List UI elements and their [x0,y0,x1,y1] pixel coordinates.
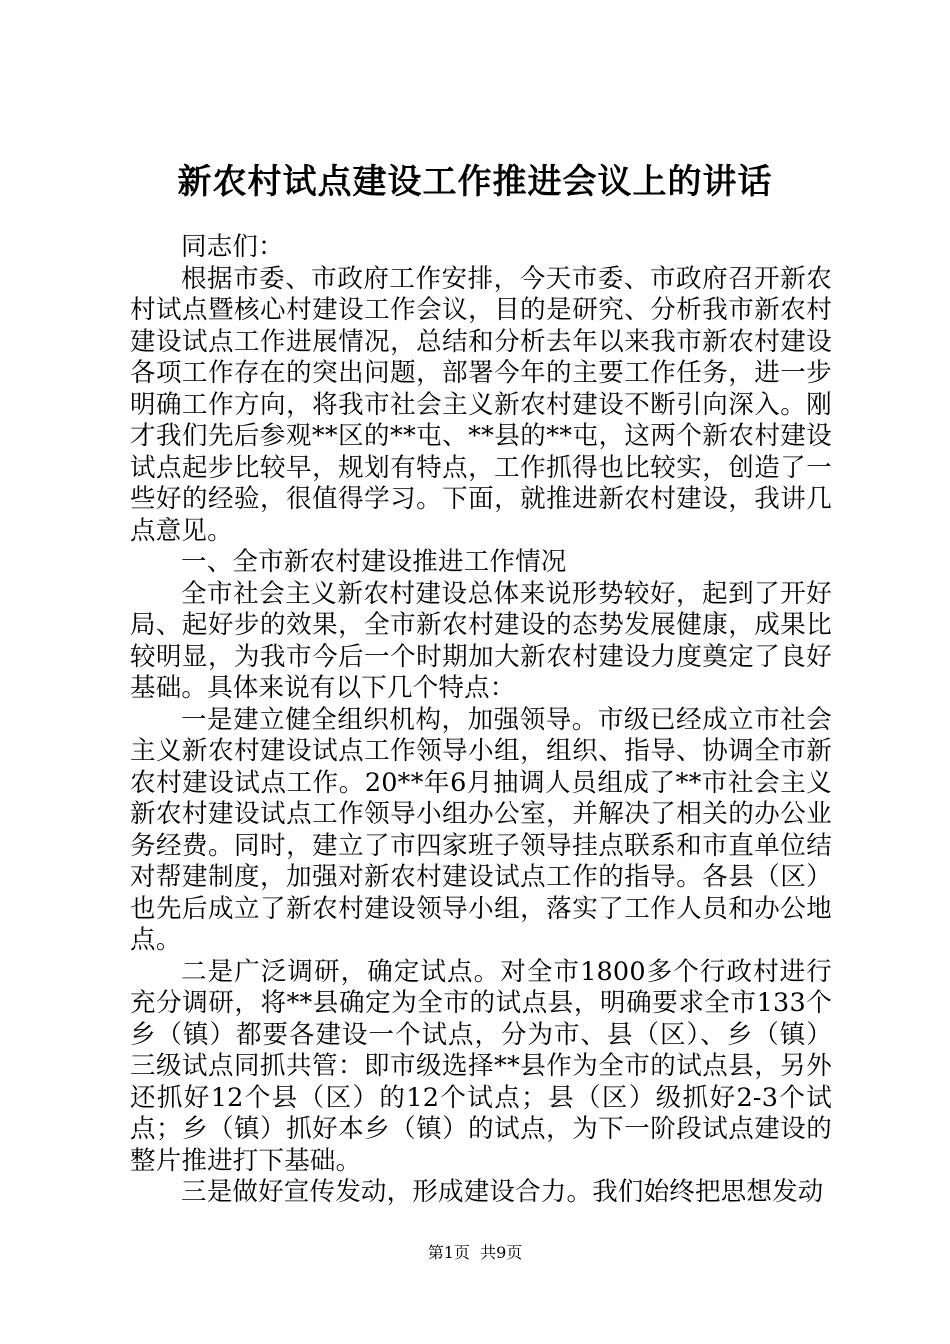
point-three-paragraph: 三是做好宣传发动，形成建设合力。我们始终把思想发动 [181,1177,824,1207]
page-total: 共9页 [480,1243,523,1262]
salutation-paragraph: 同志们： [181,232,284,262]
point-one-paragraph: 一是建立健全组织机构，加强领导。市级已经成立市社会主义新农村建设试点工作领导小组，组织、指导、协调全市新农村建设试点工作。20**年6月抽调人员组成了**市社会主义新农村建设试点工作领导小组办公室，并解决了相关的办公业务经费。同时，建立了市四家班子领导挂点联系和市直单位结对帮建制度，加强对新农村建设试点工作的指导。各县（区）也先后成立了新农村建设领导小组，落实了工作人员和办公地点。 [130,704,832,955]
page-footer [0,1242,950,1264]
section-heading: 一、全市新农村建设推进工作情况 [181,547,567,577]
intro-paragraph: 根据市委、市政府工作安排，今天市委、市政府召开新农村试点暨核心村建设工作会议，目的是研究、分析我市新农村建设试点工作进展情况，总结和分析去年以来我市新农村建设各项工作存在的突出问题，部署今年的主要工作任务，进一步明确工作方向，将我市社会主义新农村建设不断引向深入。刚才我们先后参观**区的**屯、**县的**屯，这两个新农村建设试点起步比较早，规划有特点，工作抓得也比较实，创造了一些好的经验，很值得学习。下面，就推进新农村建设，我讲几点意见。 [130,263,832,546]
footer-spacer [470,1243,480,1262]
page-number: 第1页 [427,1243,470,1262]
document-title: 新农村试点建设工作推进会议上的讲话 [177,162,773,202]
overview-paragraph: 全市社会主义新农村建设总体来说形势较好，起到了开好局、起好步的效果，全市新农村建设的态势发展健康，成果比较明显，为我市今后一个时期加大新农村建设力度奠定了良好基础。具体来说有以下几个特点： [130,578,832,703]
document-body [130,232,832,1209]
point-two-paragraph: 二是广泛调研，确定试点。对全市1800多个行政村进行充分调研，将**县确定为全市的试点县，明确要求全市133个乡（镇）都要各建设一个试点，分为市、县（区）、乡（镇）三级试点同抓共管：即市级选择**县作为全市的试点县，另外还抓好12个县（区）的12个试点；县（区）级抓好2-3个试点；乡（镇）抓好本乡（镇）的试点，为下一阶段试点建设的整片推进打下基础。 [130,956,832,1176]
